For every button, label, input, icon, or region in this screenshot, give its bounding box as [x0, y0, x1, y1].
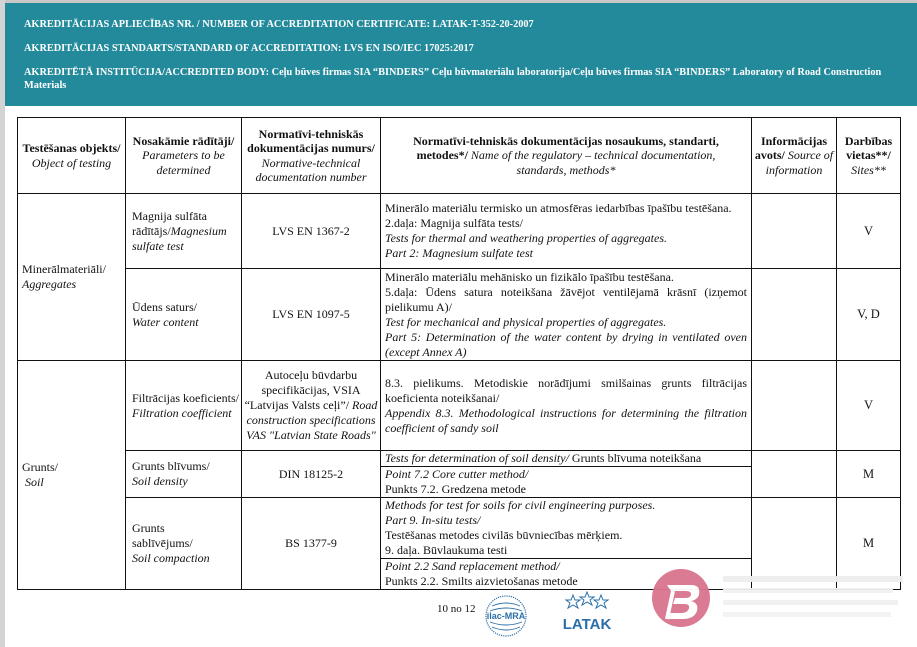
- sites-cell: V, D: [837, 269, 901, 361]
- header-source: Informācijas avots/ Source of information: [752, 118, 837, 194]
- sites-cell: V: [837, 361, 901, 451]
- sites-cell: M: [837, 451, 901, 498]
- doc-name-part: Tests for determination of soil density/ Grunts blīvuma noteikšana: [385, 451, 702, 465]
- accreditation-banner: [5, 3, 917, 106]
- accredited-body: [24, 66, 904, 92]
- doc-name-part: Methods for test for soils for civil engineering purposes. Part 9. In-situ tests/ Testēšanas metodes civilās būvniecības mērķiem. 9. daļa. Būvlaukuma testi: [385, 498, 656, 557]
- source-cell: [752, 361, 837, 451]
- table-row: [18, 361, 901, 451]
- doc-name-part: Point 7.2 Core cutter method/ Punkts 7.2. Gredzena metode: [381, 466, 751, 497]
- table-row: [18, 194, 901, 269]
- object-cell: Minerālmateriāli/ Aggregates: [18, 194, 126, 361]
- header-sites: Darbības vietas**/ Sites**: [837, 118, 901, 194]
- source-cell: [752, 194, 837, 269]
- watermark-logo: [641, 558, 917, 647]
- sites-cell: V: [837, 194, 901, 269]
- doc-name-cell: [381, 451, 752, 498]
- accredited-body-label: AKREDITĒTĀ INSTITŪCIJA/ACCREDITED BODY:: [24, 67, 270, 78]
- latak-logo-text: LATAK: [562, 616, 612, 633]
- parameter-cell: Ūdens saturs/ Water content: [126, 269, 242, 361]
- source-cell: [752, 451, 837, 498]
- ilac-mra-logo: [484, 594, 528, 638]
- doc-name-cell: 8.3. pielikums. Metodiskie norādījumi smilšainas grunts filtrācijas koeficienta noteikšanai/ Appendix 8.3. Methodological instructions for determining the filtration coefficient of sandy soil: [381, 361, 752, 451]
- doc-number-cell: DIN 18125-2: [242, 451, 381, 498]
- parameter-cell: Filtrācijas koeficients/ Filtration coefficient: [126, 361, 242, 451]
- header-parameters: Nosakāmie rādītāji/ Parameters to be determined: [126, 118, 242, 194]
- latak-logo: [551, 591, 623, 635]
- parameter-cell: Magnija sulfāta rādītājs/Magnesium sulfate test: [126, 194, 242, 269]
- accreditation-standard: AKREDITĀCIJAS STANDARTS/STANDARD OF ACCREDITATION: LVS EN ISO/IEC 17025:2017: [24, 43, 474, 54]
- page-number: 10 no 12: [437, 603, 476, 615]
- object-cell: Grunts/ Soil: [18, 361, 126, 590]
- certificate-number: AKREDITĀCIJAS APLIECĪBAS NR. / NUMBER OF ACCREDITATION CERTIFICATE: LATAK-T-352-20-2007: [24, 19, 534, 30]
- doc-number-cell: Autoceļu būvdarbu specifikācijas, VSIA “Latvijas Valsts ceļi”/ Road construction specifications VAS "Latvian State Roads": [242, 361, 381, 451]
- source-cell: [752, 269, 837, 361]
- table-row: [18, 451, 901, 498]
- parameter-cell: Grunts sablīvējums/ Soil compaction: [126, 498, 242, 590]
- ilac-logo-text: ilac-MRA: [486, 611, 526, 621]
- table-header-row: [18, 118, 901, 194]
- sites-cell: M: [837, 498, 901, 590]
- accreditation-scope-table: [17, 117, 901, 590]
- parameter-cell: Grunts blīvums/ Soil density: [126, 451, 242, 498]
- doc-name-cell: Minerālo materiālu mehānisko un fizikālo īpašību testēšana. 5.daļa: Ūdens satura noteikšana žāvējot ventilējamā krāsnī (izņemot pielikumu A)/ Test for mechanical and physical properties of aggregates. Part 5: Determination of the water content by drying in ventilated oven (except Annex A): [381, 269, 752, 361]
- doc-name-cell: Minerālo materiālu termisko un atmosfēras iedarbības īpašību testēšana. 2.daļa: Magnija sulfāta tests/ Tests for thermal and weathering properties of aggregates. Part 2: Magnesium sulfate test: [381, 194, 752, 269]
- table-row: [18, 269, 901, 361]
- header-object: Testēšanas objekts/ Object of testing: [18, 118, 126, 194]
- accredited-body-value: Ceļu būves firmas SIA “BINDERS” Ceļu būvmateriālu laboratorija/Ceļu būves firmas SIA “BINDERS” Laboratory of Road Construction Materials: [24, 67, 882, 91]
- doc-number-cell: BS 1377-9: [242, 498, 381, 590]
- doc-number-cell: LVS EN 1367-2: [242, 194, 381, 269]
- doc-number-cell: LVS EN 1097-5: [242, 269, 381, 361]
- doc-name-part: Point 2.2 Sand replacement method/ Punkts 2.2. Smilts aizvietošanas metode: [381, 558, 751, 589]
- header-doc-name: Normatīvi-tehniskās dokumentācijas nosaukums, standarti, metodes*/ Name of the regulatory – technical documentation, standards, methods*: [381, 118, 752, 194]
- header-doc-number: Normatīvi-tehniskās dokumentācijas numurs/ Normative-technical documentation number: [242, 118, 381, 194]
